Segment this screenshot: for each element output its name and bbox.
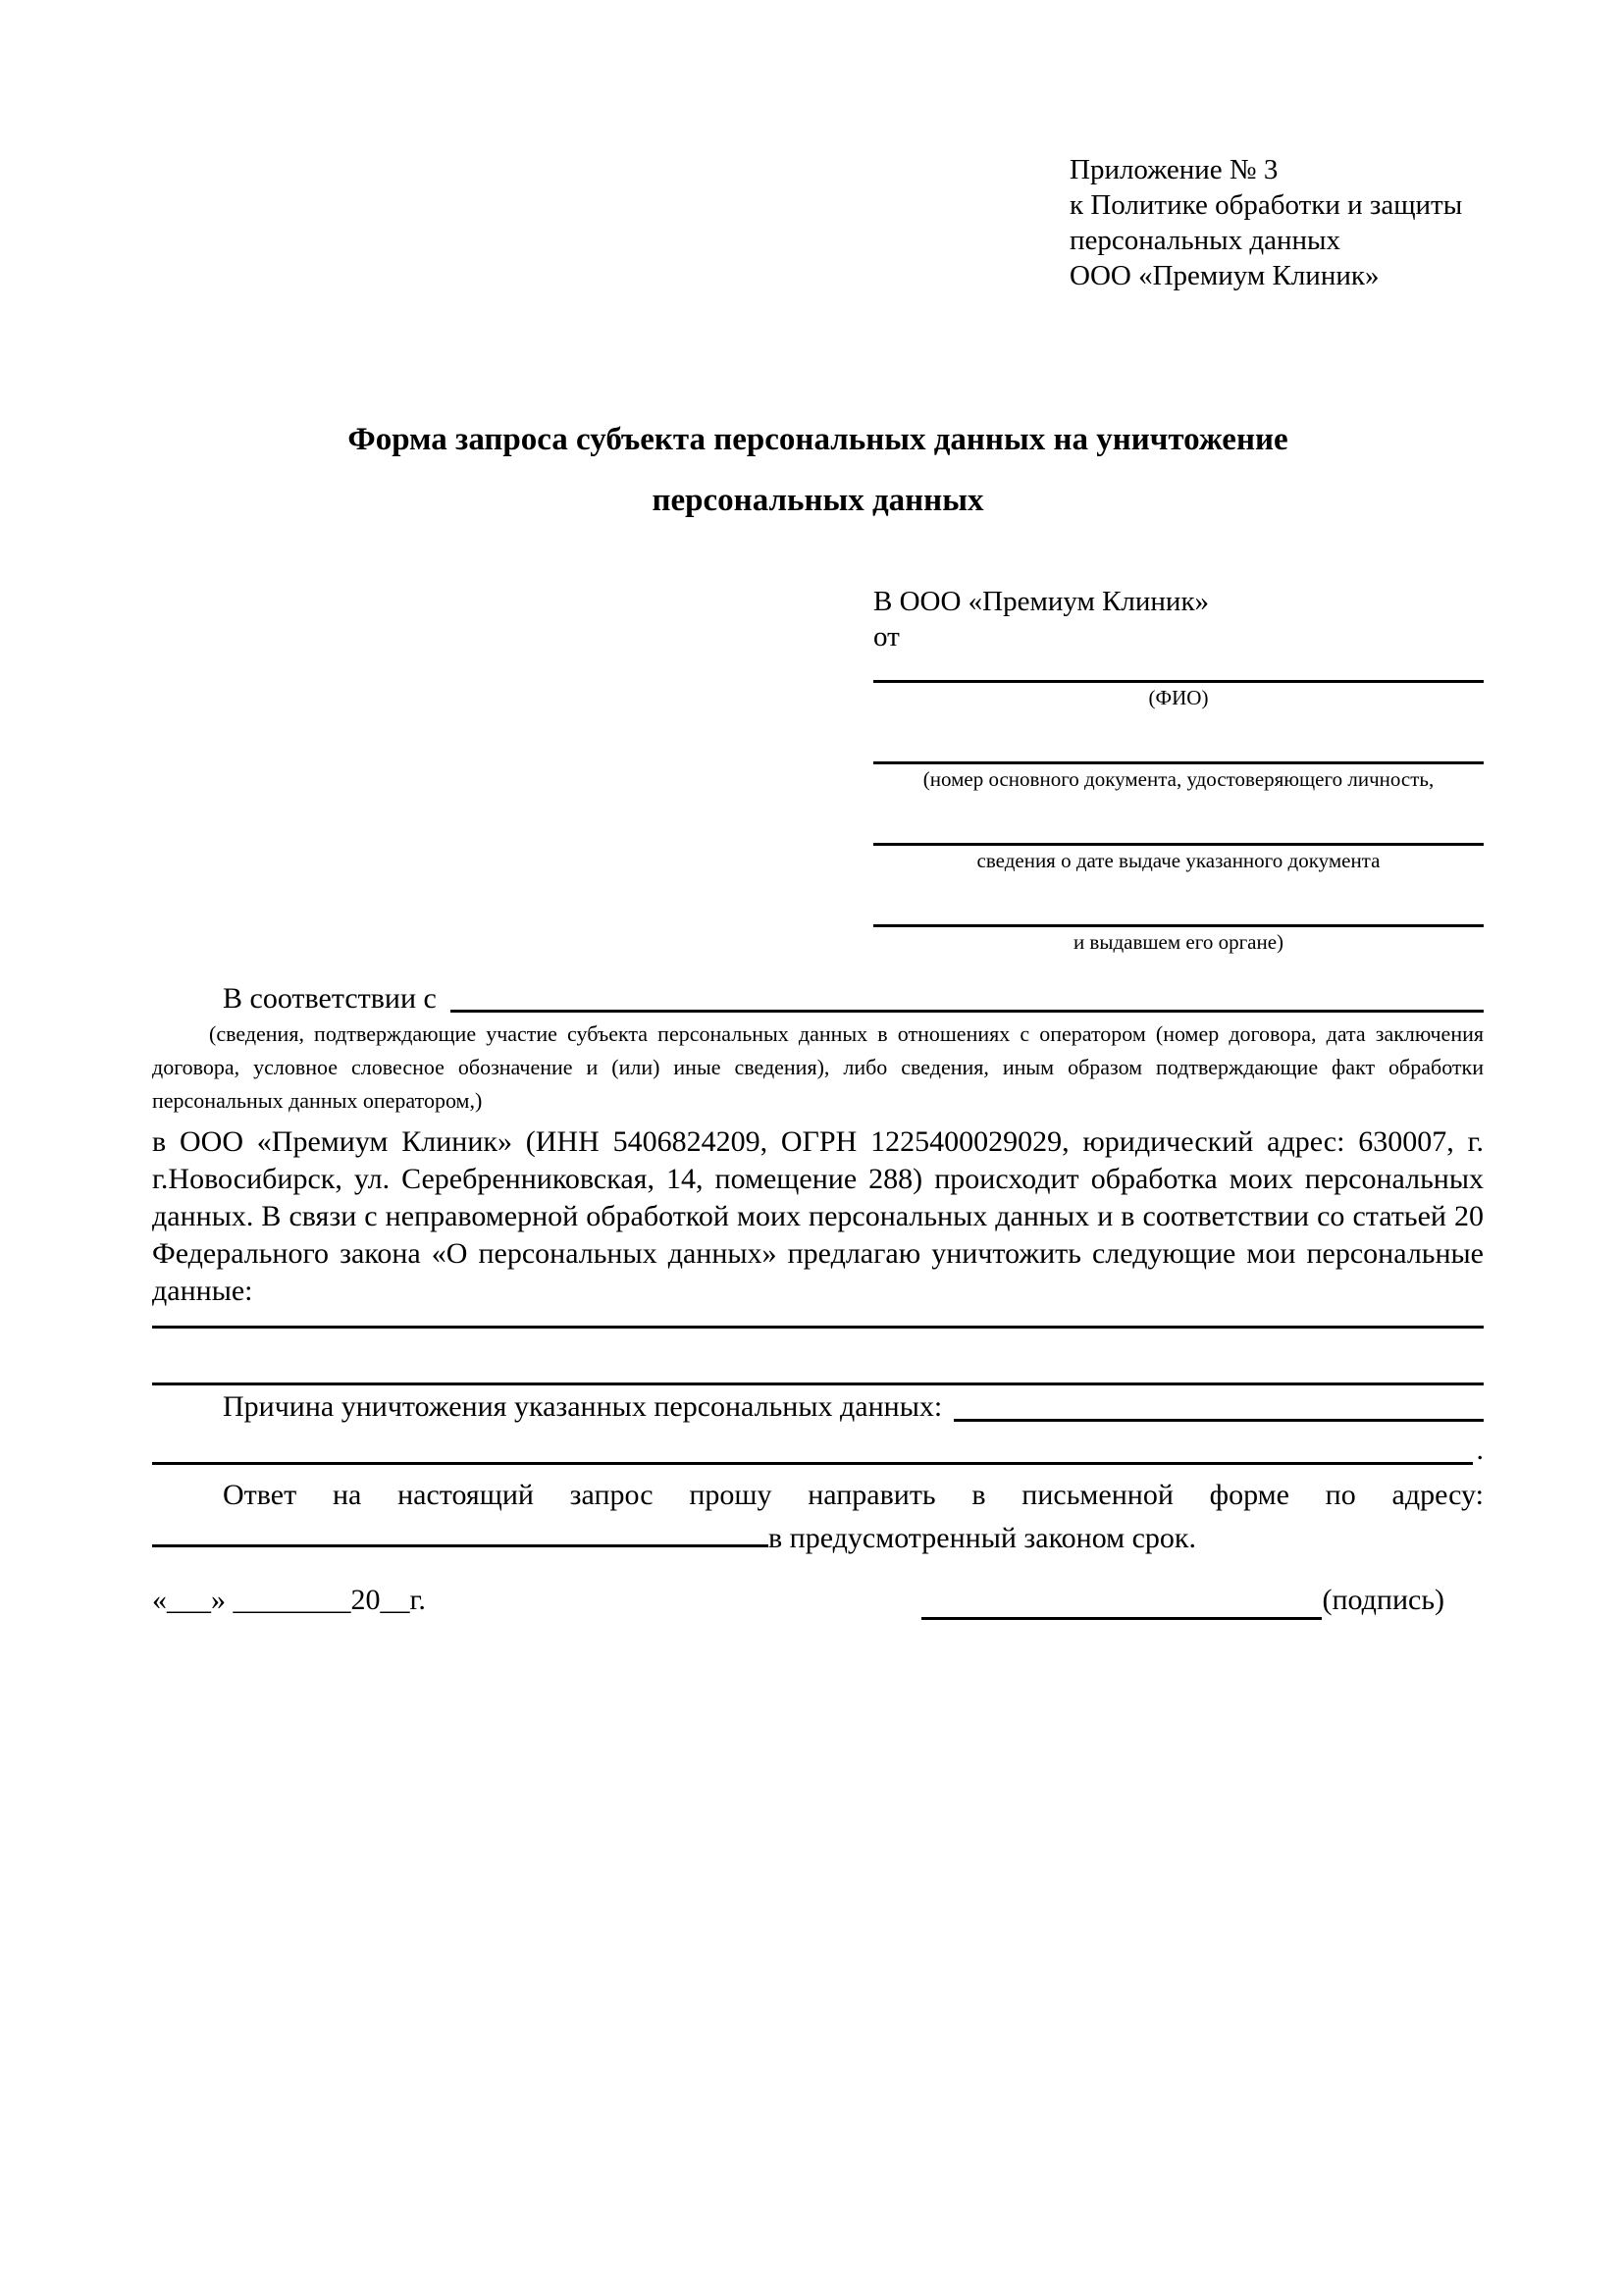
date-line: «___» ________20__г.: [152, 1584, 426, 1616]
issuing-authority-fill-line: [873, 873, 1484, 927]
addressee-block: [873, 584, 1484, 955]
document-title: [152, 409, 1484, 531]
according-row: [152, 980, 1484, 1018]
document-title-line: персональных данных: [652, 483, 984, 518]
explanatory-note: (сведения, подтверждающие участие субъекта персональных данных в отношениях с оператором (номер договора, дата заключения договора, условное словесное обозначение и (или) иные сведения), либо сведения, иным образом подтверждающие факт обработки персональных данных оператором,): [152, 1021, 1484, 1113]
appendix-line: персональных данных: [1070, 225, 1341, 256]
signature-caption: (подпись): [1322, 1584, 1444, 1616]
document-number-caption: (номер основного документа, удостоверяющего личность,: [922, 767, 1435, 791]
personal-data-fill-line: [152, 1329, 1484, 1385]
reason-label: Причина уничтожения указанных персональных данных:: [223, 1390, 943, 1423]
according-label: В соответствии с: [223, 982, 437, 1015]
date-signature-row: [152, 1581, 1484, 1620]
reason-row: [152, 1387, 1484, 1427]
answer-paragraph: Ответ на настоящий запрос прошу направить в письменной форме по адресу:: [223, 1479, 1484, 1511]
answer-address-row: [152, 1515, 1484, 1559]
addressee-to: В ООО «Премиум Клиник»: [873, 586, 1210, 617]
reason-fill-line: [954, 1419, 1484, 1422]
signature-group: [921, 1581, 1484, 1620]
signature-fill-line: [921, 1588, 1322, 1620]
appendix-line: ООО «Премиум Клиник»: [1070, 260, 1380, 291]
reason-continuation-fill-line: [152, 1462, 1473, 1465]
reason-continuation-row: [152, 1431, 1484, 1470]
issue-date-caption: сведения о дате выдаче указанного документа: [976, 849, 1381, 872]
fio-caption: (ФИО): [1148, 686, 1209, 709]
document-number-fill-line: [873, 710, 1484, 764]
line-terminator: .: [1476, 1434, 1484, 1466]
issue-date-fill-line: [873, 792, 1484, 846]
address-fill-line: [152, 1515, 768, 1547]
personal-data-fill-line: [152, 1310, 1484, 1329]
fio-fill-line: [873, 654, 1484, 683]
appendix-block: [1070, 152, 1484, 293]
answer-tail: в предусмотренный законом срок.: [768, 1522, 1196, 1554]
appendix-line: Приложение № 3: [1070, 154, 1279, 185]
according-fill-line: [450, 1010, 1484, 1013]
appendix-line: к Политике обработки и защиты: [1070, 189, 1463, 221]
issuing-authority-caption: и выдавшем его органе): [1073, 930, 1284, 954]
main-paragraph: в ООО «Премиум Клиник» (ИНН 5406824209, ОГРН 1225400029029, юридический адрес: 630007, г. г.Новосибирск, ул. Серебренниковская, 14, помещение 288) происходит обработка моих персональных данных. В связи с неправомерной обработкой моих персональных данных и в соответствии со статьей 20 Федерального закона «О персональных данных» предлагаю уничтожить следующие мои персональные данные:: [152, 1125, 1484, 1307]
addressee-from-label: от: [873, 621, 900, 652]
document-title-line: Форма запроса субъекта персональных данных на уничтожение: [347, 422, 1288, 457]
